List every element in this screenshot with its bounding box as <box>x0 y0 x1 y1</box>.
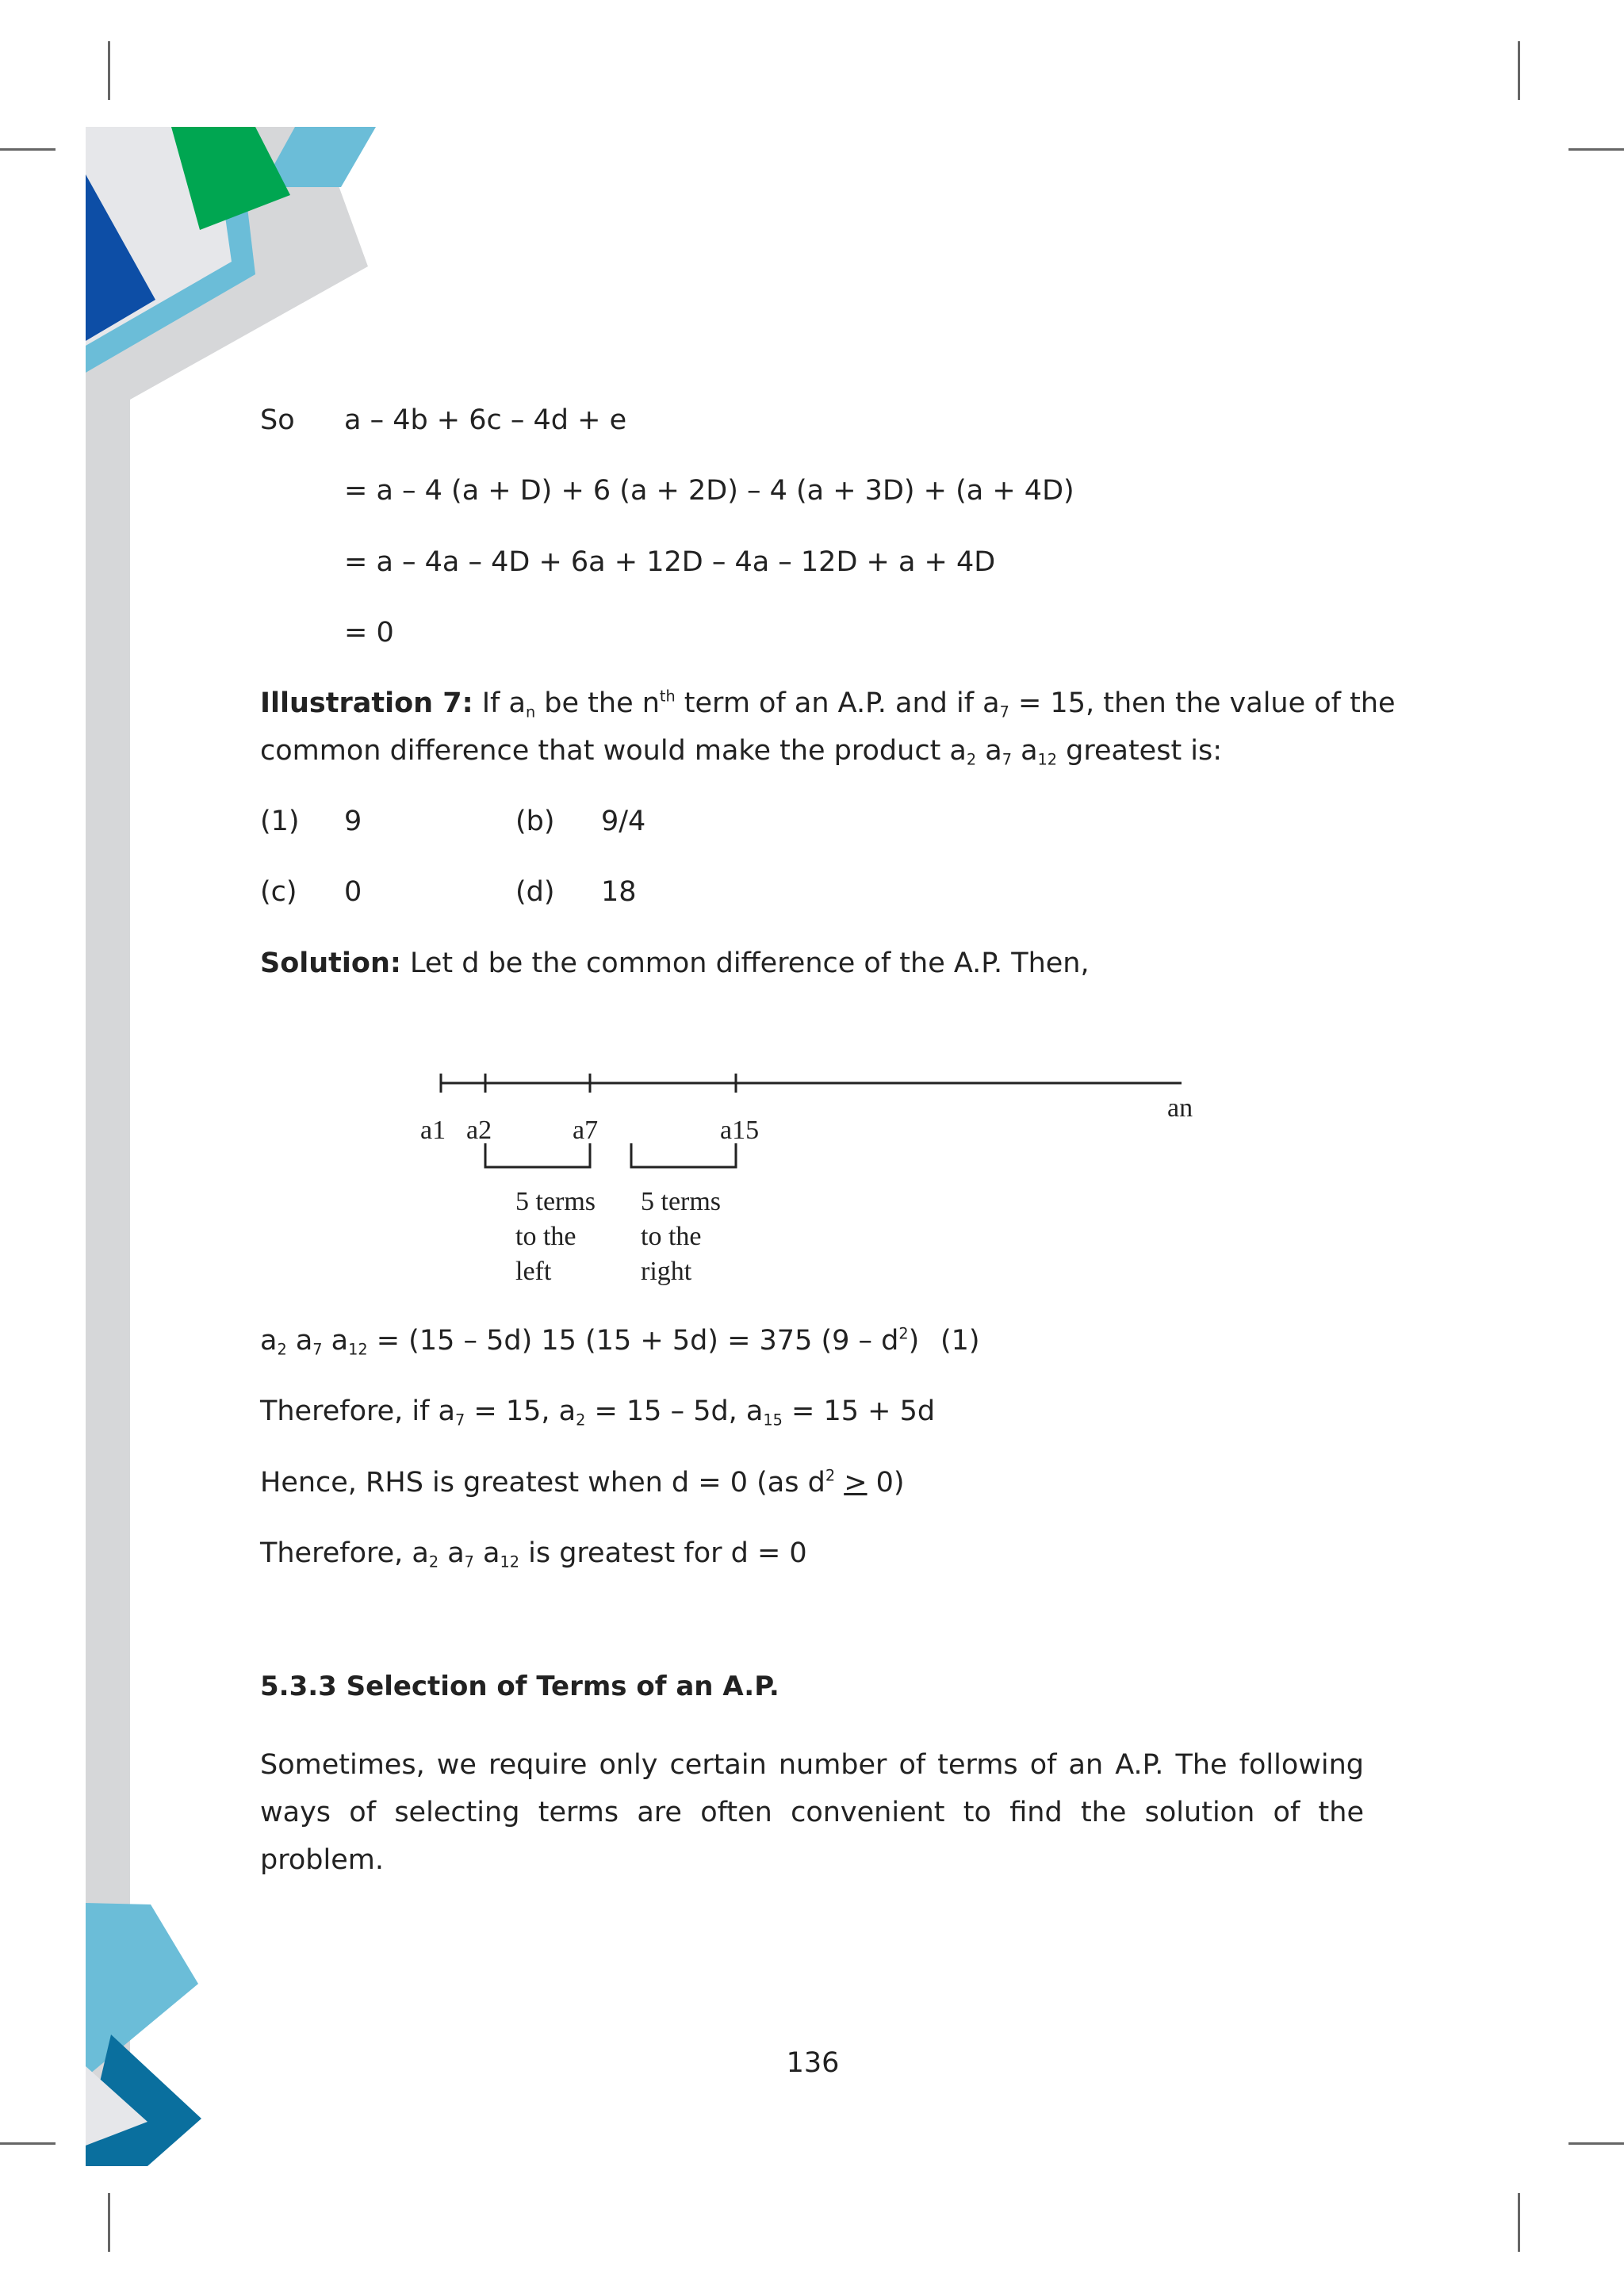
option-key: (d) <box>515 876 555 908</box>
equation-tag: (1) <box>940 1325 980 1357</box>
equation-3: Hence, RHS is greatest when d = 0 (as $d^2 > 0$) <box>260 1466 905 1499</box>
right-brace-line-1: 5 terms <box>641 1187 722 1216</box>
derivation-line-4: = 0 <box>344 617 394 649</box>
illustration-label: Illustration 7: <box>260 687 473 719</box>
left-brace-line-2: to the <box>515 1222 576 1251</box>
equation-1: $a_2$ $a_7$ $a_{12} = (15 - 5d)$ 15 (15 + 5d) = 375 $(9 - d^2)$ <box>260 1324 920 1359</box>
option-value: 9 <box>344 806 362 837</box>
label-an: an <box>1167 1093 1193 1123</box>
right-bracket <box>631 1143 736 1167</box>
derivation-line-3: = a – 4a – 4D + 6a + 12D – 4a – 12D + a + 4D <box>344 546 996 578</box>
equation-2: Therefore, if $a_7 = 15$, $a_2 = 15 - 5d$, $a_{15} = 15 + 5d$ <box>260 1395 936 1430</box>
option-value: 9/4 <box>601 806 646 837</box>
equation-4: Therefore, $a_2$ $a_7$ $a_{12}$ is greatest for d = 0 <box>260 1537 807 1571</box>
label-a1: a1 <box>420 1116 446 1145</box>
greater-equal-sign: > <box>844 1467 868 1499</box>
solution-line: Solution: Let d be the common difference of the A.P. Then, <box>260 947 1090 979</box>
solution-label: Solution: <box>260 947 401 979</box>
left-brace-line-3: left <box>515 1257 552 1286</box>
illustration-line-1: Illustration 7: If $a_n$ be the $n^{th}$ term of an A.P. and if $a_7 = 15$, then the value of the <box>260 687 1396 722</box>
option-value: 0 <box>344 876 362 908</box>
derivation-line-2: = a – 4 (a + D) + 6 (a + 2D) – 4 (a + 3D) + (a + 4D) <box>344 475 1074 507</box>
option-key: (1) <box>260 806 300 837</box>
page-number: 136 <box>786 2047 840 2079</box>
option-key: (c) <box>260 876 297 908</box>
right-brace-line-3: right <box>641 1257 692 1286</box>
illustration-line-2: common difference that would make the product $a_2$ $a_7$ $a_{12}$ greatest is: <box>260 735 1223 769</box>
option-value: 18 <box>601 876 637 908</box>
left-bracket <box>485 1143 590 1167</box>
section-heading: 5.3.3 Selection of Terms of an A.P. <box>260 1671 779 1702</box>
section-paragraph: Sometimes, we require only certain number of terms of an A.P. The following ways of selecting terms are often convenient to find the solution of the problem. <box>260 1749 1364 1876</box>
label-a7: a7 <box>573 1116 599 1145</box>
option-key: (b) <box>515 806 555 837</box>
right-brace-line-2: to the <box>641 1222 702 1251</box>
derivation-line-1: a – 4b + 6c – 4d + e <box>344 404 627 436</box>
so-label: So <box>260 404 295 436</box>
left-brace-line-1: 5 terms <box>515 1187 596 1216</box>
label-a15: a15 <box>720 1116 760 1145</box>
label-a2: a2 <box>466 1116 492 1145</box>
